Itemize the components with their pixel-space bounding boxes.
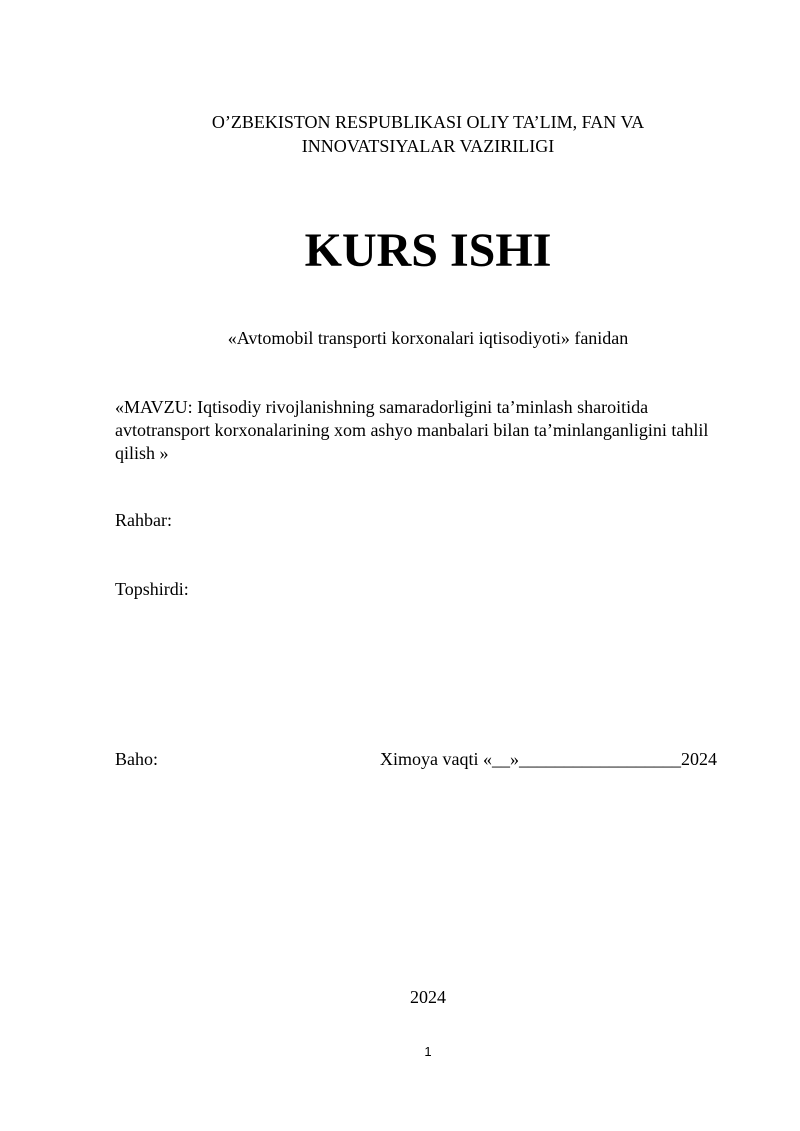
footer-year: 2024	[410, 987, 446, 1007]
topic-line-2: avtotransport korxonalarining xom ashyo manbalari bilan ta’minlanganligini tahlil	[115, 420, 709, 440]
topic-line-1: «MAVZU: Iqtisodiy rivojlanishning samaradorligini ta’minlash sharoitida	[115, 397, 649, 417]
grade-label: Baho:	[115, 749, 158, 769]
ministry-header	[0, 110, 800, 158]
document-title: KURS ISHI	[304, 224, 552, 277]
topic-block	[115, 396, 745, 465]
ministry-line-1: O’ZBEKISTON RESPUBLIKASI OLIY TA’LIM, FAN VA	[211, 112, 645, 132]
defense-date-line: Ximoya vaqti «__»__________________2024	[380, 749, 717, 769]
submitted-by-label: Topshirdi:	[115, 579, 189, 599]
supervisor-label: Rahbar:	[115, 510, 172, 530]
subject-line: «Avtomobil transporti korxonalari iqtisodiyoti» fanidan	[227, 328, 629, 348]
topic-line-3: qilish »	[115, 443, 169, 463]
ministry-line-2: INNOVATSIYALAR VAZIRILIGI	[301, 136, 555, 156]
page-number: 1	[424, 1044, 432, 1059]
